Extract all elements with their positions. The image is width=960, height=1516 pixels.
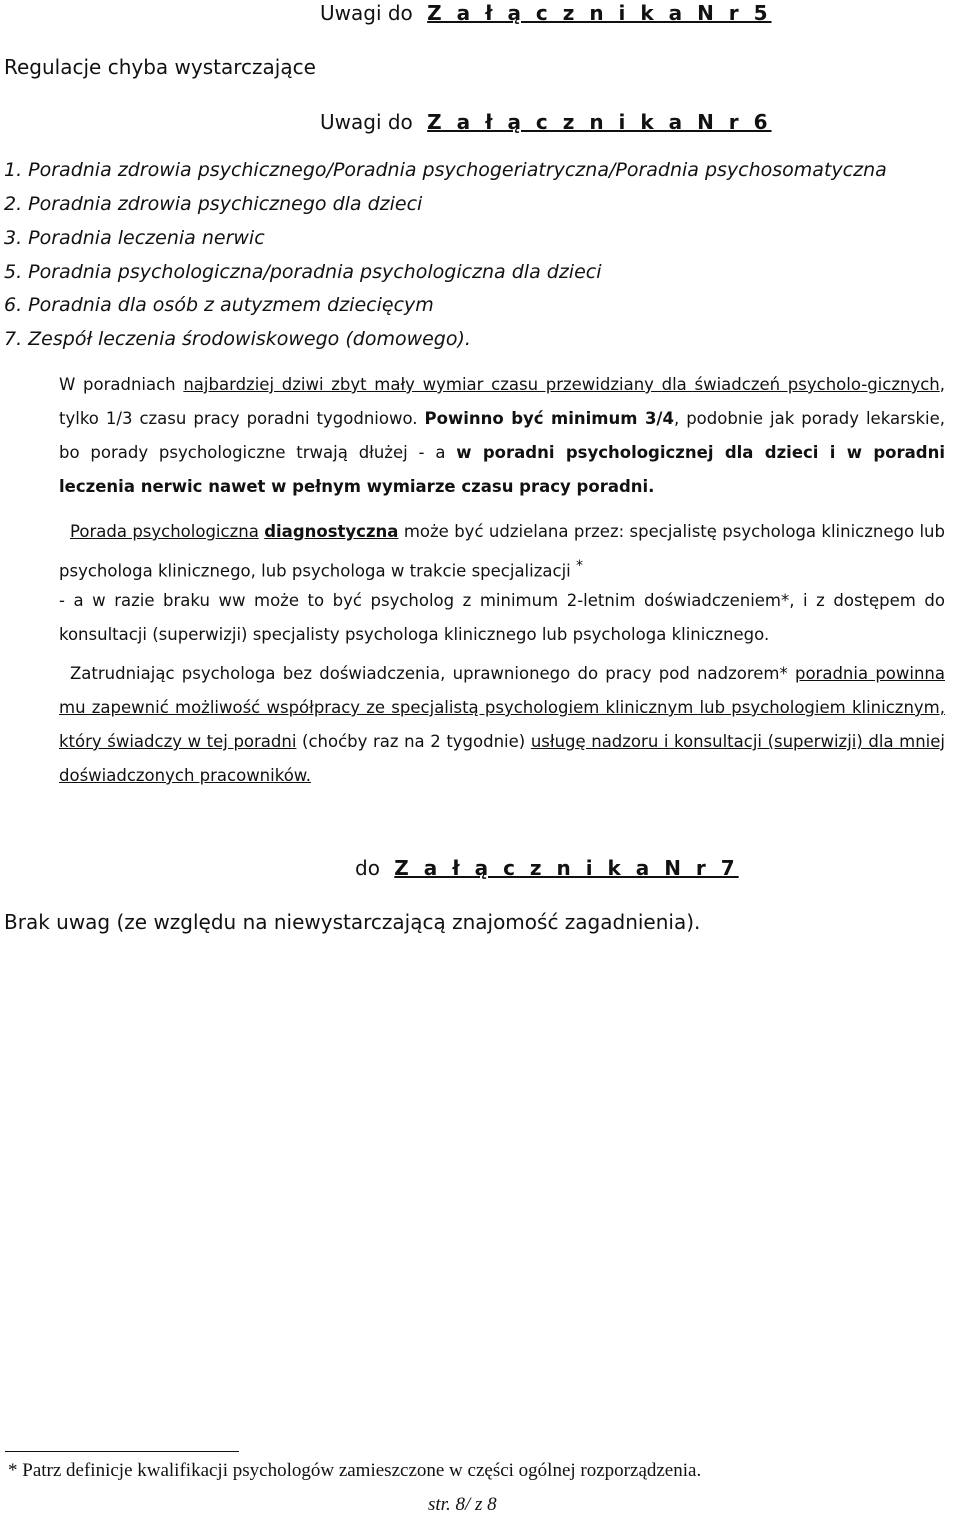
underlined-text: Porada psychologiczna [70,522,259,541]
footnote: * Patrz definicje kwalifikacji psychologów zamieszczone w części ogólnej rozporządzenia. [8,1460,702,1481]
paragraph-experience: - a w razie braku ww może to być psycholog z minimum 2-letnim doświadczeniem*, i z dostępem do konsultacji (superwizji) specjalisty psychologa klinicznego lub psychologa klinicznego. [59,591,945,644]
underlined-text: usługę nadzoru i konsultacji (superwizji) dla mniej doświadczonych pracowników. [59,732,945,785]
list-item: 2. Poradnia zdrowia psychicznego dla dzieci [4,193,423,215]
text-span: Zatrudniając psychologa bez doświadczenia, uprawnionego do pracy pod nadzorem* [70,664,788,683]
heading-zalacznik-5 [320,1,772,25]
paragraph-supervision [59,657,945,793]
page-total: 8 [487,1494,497,1515]
heading-zalacznik-7 [355,856,739,880]
paragraph-time-allocation [59,368,945,504]
zalacznik-5-note: Regulacje chyba wystarczające [4,55,316,79]
bold-text: w poradni psychologicznej dla dzieci i w poradni leczenia nerwic nawet w pełnym wymiarze czasu pracy poradni. [59,443,945,496]
footnote-marker: * [576,558,583,574]
text-span: (choćby raz na 2 tygodnie) [302,732,526,751]
heading-title: Z a ł ą c z n i k a N r 6 [427,110,772,134]
bold-underlined-text: diagnostyczna [264,522,399,541]
heading-title: Z a ł ą c z n i k a N r 7 [394,856,739,880]
underlined-text: poradnia powinna mu zapewnić możliwość współpracy ze specjalistą psychologiem klinicznym lub psychologiem klinicznym, który świadczy w tej poradni [59,664,945,751]
heading-prefix: Uwagi do [320,1,413,25]
heading-zalacznik-6 [320,110,772,134]
page-separator: / z [464,1494,483,1515]
bold-text: Powinno być minimum 3/4 [424,409,674,428]
page-current: 8 [455,1494,465,1515]
paragraph-diagnostic-consultation [59,515,945,589]
list-item: 6. Poradnia dla osób z autyzmem dziecięcym [4,294,434,316]
text-span: W poradniach [59,375,176,394]
list-item: 5. Poradnia psychologiczna/poradnia psychologiczna dla dzieci [4,261,602,283]
page-label: str. [428,1494,451,1515]
footnote-divider [5,1451,239,1452]
zalacznik-7-note: Brak uwag (ze względu na niewystarczającą znajomość zagadnienia). [4,910,701,934]
list-item: 3. Poradnia leczenia nerwic [4,227,265,249]
heading-prefix: Uwagi do [320,110,413,134]
heading-prefix: do [355,856,380,880]
list-item: 1. Poradnia zdrowia psychicznego/Poradnia psychogeriatryczna/Poradnia psychosomatyczna [4,159,887,181]
page-number [428,1494,497,1516]
underlined-text: najbardziej dziwi zbyt mały wymiar czasu przewidziany dla świadczeń psycholo-gicznych [183,375,940,394]
text-span: , podobnie jak porady lekarskie, bo porady psychologiczne trwają dłużej - a [59,409,945,462]
list-item: 7. Zespół leczenia środowiskowego (domowego). [4,328,471,350]
text-span: może być udzielana przez: specjalistę psychologa klinicznego lub psychologa klinicznego, lub psychologa w trakcie specjalizacji [59,522,945,581]
heading-title: Z a ł ą c z n i k a N r 5 [427,1,772,25]
text-span: , tylko 1/3 czasu pracy poradni tygodniowo. [59,375,945,428]
